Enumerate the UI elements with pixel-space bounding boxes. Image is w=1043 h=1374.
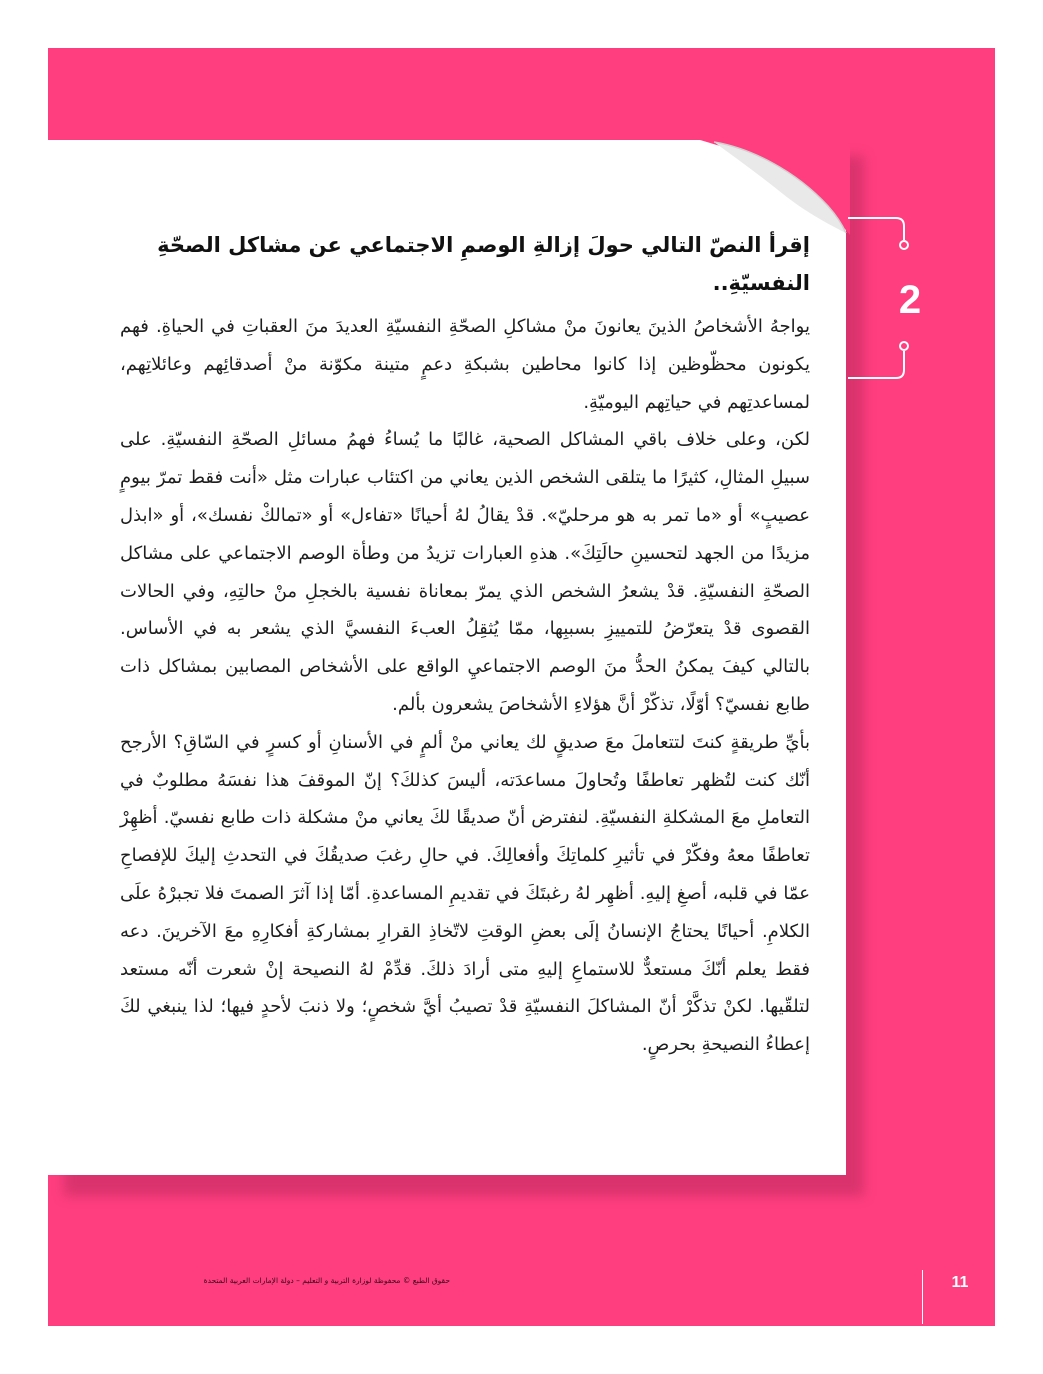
reading-content (120, 226, 810, 1064)
paragraph: بأيِّ طريقةٍ كنتَ لتتعاملَ معَ صديقٍ لك يعاني منْ ألمٍ في الأسنانِ أو كسرٍ في السّاقِ؟ الأرجح أنّك كنت لتُظهر تعاطفًا وتُحاولَ مساعدَته، أليسَ كذلكَ؟ إنّ الموقفَ هذا نفسَهُ مطلوبٌ في التعاملِ معَ المشكلةِ النفسيّةِ. لنفترض أنّ صديقًا لكَ يعاني منْ مشكلة ذات طابع نفسيّ. أظهِرْ تعاطفًا معهُ وفكّرْ في تأثيرِ كلماتِكَ وأفعالِكَ. في حالِ رغبَ صديقُكَ في التحدثِ إليكَ للإفصاحِ عمّا في قلبه، أصغِ إليهِ. أظهِر لهُ رغبتَكَ في تقديمِ المساعدةِ. أمّا إذا آثرَ الصمتَ فلا تجبرْهُ علَى الكلامِ. أحيانًا يحتاجُ الإنسانُ إلَى بعضِ الوقتِ لاتّخاذِ القرارِ بمشاركةِ أفكارِهِ معَ الآخرينَ. دعه فقط يعلم أنّكَ مستعدٌّ للاستماعِ إليهِ متى أرادَ ذلكَ. قدِّمْ لهُ النصيحة إنْ شعرت أنّه مستعد لتلقّيها. لكنْ تذكَّرْ أنّ المشاكلَ النفسيّةِ قدْ تصيبُ أيَّ شخصٍ؛ ولا ذنبَ لأحدٍ فيها؛ لذا ينبغي لكَ إعطاءُ النصيحةِ بحرصٍ. (120, 731, 810, 1056)
page-number: 11 (951, 1274, 969, 1291)
section-number: 2 (898, 278, 922, 322)
paragraph: يواجهُ الأشخاصُ الذينَ يعانونَ منْ مشاكلِ الصحّةِ النفسيّةِ العديدَ منَ العقباتِ في الحياةِ. فهم يكونون محظّوظين إذا كانوا محاطين بشبكةِ دعمٍ متينة مكوّنة منْ أصدقائِهم وعائلاتِهم، لمساعدتِهم في حياتِهم اليوميّةِ. (120, 316, 810, 413)
footer-copyright: حقوق الطبع © محفوظة لوزارة التربية و التعليم – دولة الإمارات العربية المتحدة (203, 1276, 450, 1285)
page-title: إقرأ النصّ التالي حولَ إزالةِ الوصمِ الاجتماعي عن مشاكل الصحّةِ النفسيّةِ.. (157, 233, 810, 295)
paragraph: لكن، وعلى خلاف باقي المشاكل الصحية، غالبًا ما يُساءُ فهمُ مسائلِ الصحّةِ النفسيّةِ. على سبيلِ المثالِ، كثيرًا ما يتلقى الشخص الذين يعاني من اكتئاب عبارات مثل «أنت فقط تمرّ بيومٍ عصيبٍ» أو «ما تمر به هو مرحليّ». قدْ يقالُ لهُ أحيانًا «تفاءل» أو «تمالكْ نفسك»، أو «ابذل مزيدًا من الجهد لتحسينِ حالَتِكَ». هذهِ العبارات تزيدُ من وطأة الوصم الاجتماعي على مشاكل الصحّةِ النفسيّةِ. قدْ يشعرُ الشخص الذي يمرّ بمعاناة نفسية بالخجلِ منْ حالتِهِ، وفي الحالات القصوى قدْ يتعرّضُ للتمييزِ بسببِها، ممّا يُثقِلُ العبءَ النفسيَّ الذي يشعر به في الأساس. بالتالي كيفَ يمكنُ الحدُّ منَ الوصم الاجتماعيِ الواقع على الأشخاص المصابين بمشاكل ذات طابع نفسيّ؟ أوّلًا، تذكّرْ أنَّ هؤلاءِ الأشخاصَ يشعرون بألم. (120, 429, 810, 715)
page-curl-icon (700, 140, 850, 235)
footer-divider (922, 1270, 923, 1324)
